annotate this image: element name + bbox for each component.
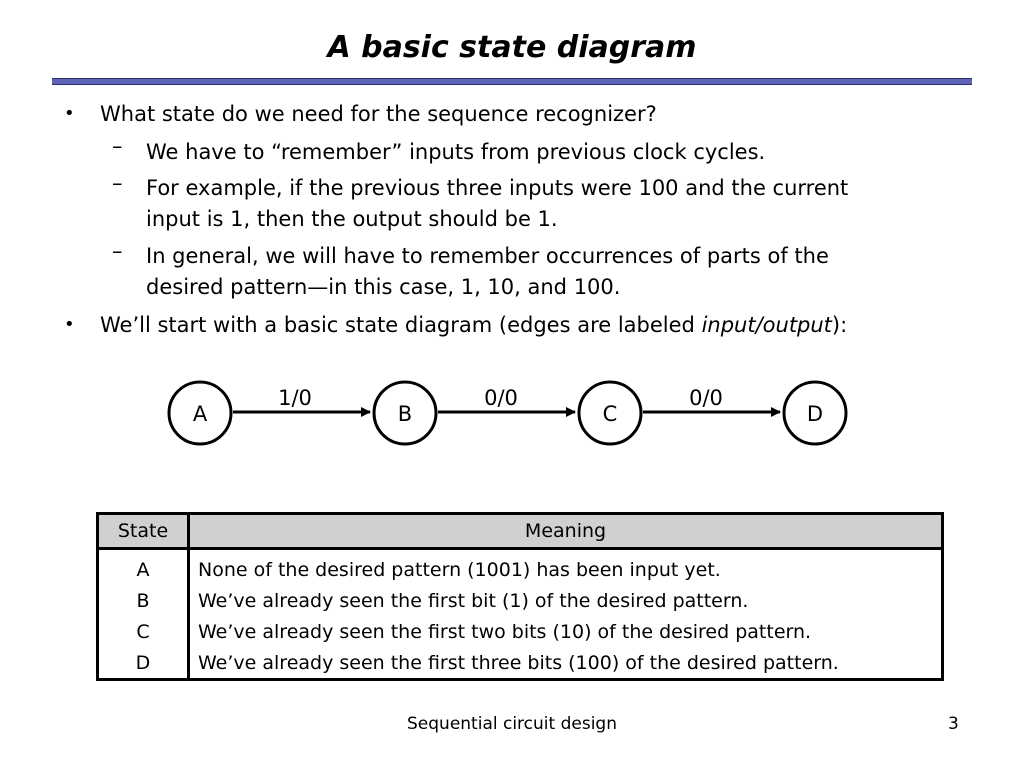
page-number: 3 [948,714,959,734]
edge-b-c-label: 0/0 [484,386,518,410]
sub-bullet-dash: – [112,134,123,158]
table-row [98,585,943,616]
sub-bullet-dash: – [112,239,123,263]
state-b-label: B [397,402,413,426]
table-row [98,549,943,586]
bullet-2-suffix: ): [831,313,848,337]
sub-bullet-2-line-1: For example, if the previous three inputs were 100 and the current [146,176,849,200]
state-d-label: D [806,402,824,426]
table-row [98,647,943,680]
bullet-dot: • [64,103,75,124]
meaning-cell: We’ve already seen the first bit (1) of the desired pattern. [198,589,749,612]
state-c-label: C [602,402,618,426]
bullet-dot: • [64,314,75,335]
footer-caption: Sequential circuit design [407,714,617,734]
state-cell: B [98,585,189,616]
sub-bullet-3-line-2: desired pattern—in this case, 1, 10, and 100. [146,275,621,299]
state-cell: A [98,549,189,586]
bullet-2-italic: input/output [701,313,832,337]
state-cell: C [98,616,189,647]
state-column-header: State [98,514,189,549]
state-a-label: A [192,402,208,426]
edge-a-b-label: 1/0 [278,386,312,410]
table-row [98,616,943,647]
sub-bullet-2-line-2: input is 1, then the output should be 1. [146,207,558,231]
sub-bullet-dash: – [112,171,123,195]
meaning-cell: We’ve already seen the first three bits (100) of the desired pattern. [198,651,839,674]
edge-c-d-label: 0/0 [689,386,723,410]
bullet-2-prefix: We’ll start with a basic state diagram (edges are labeled [100,313,702,337]
bullet-1-text: What state do we need for the sequence recognizer? [100,102,657,126]
sub-bullet-3-line-1: In general, we will have to remember occurrences of parts of the [146,244,829,268]
state-cell: D [98,647,189,680]
table-header-row [98,514,943,549]
meaning-cell: None of the desired pattern (1001) has been input yet. [198,558,721,581]
state-meaning-table [96,512,944,681]
meaning-cell: We’ve already seen the first two bits (10) of the desired pattern. [198,620,812,643]
slide-title: A basic state diagram [327,30,697,65]
sub-bullet-1-text: We have to “remember” inputs from previous clock cycles. [146,140,766,164]
meaning-column-header: Meaning [189,514,943,549]
